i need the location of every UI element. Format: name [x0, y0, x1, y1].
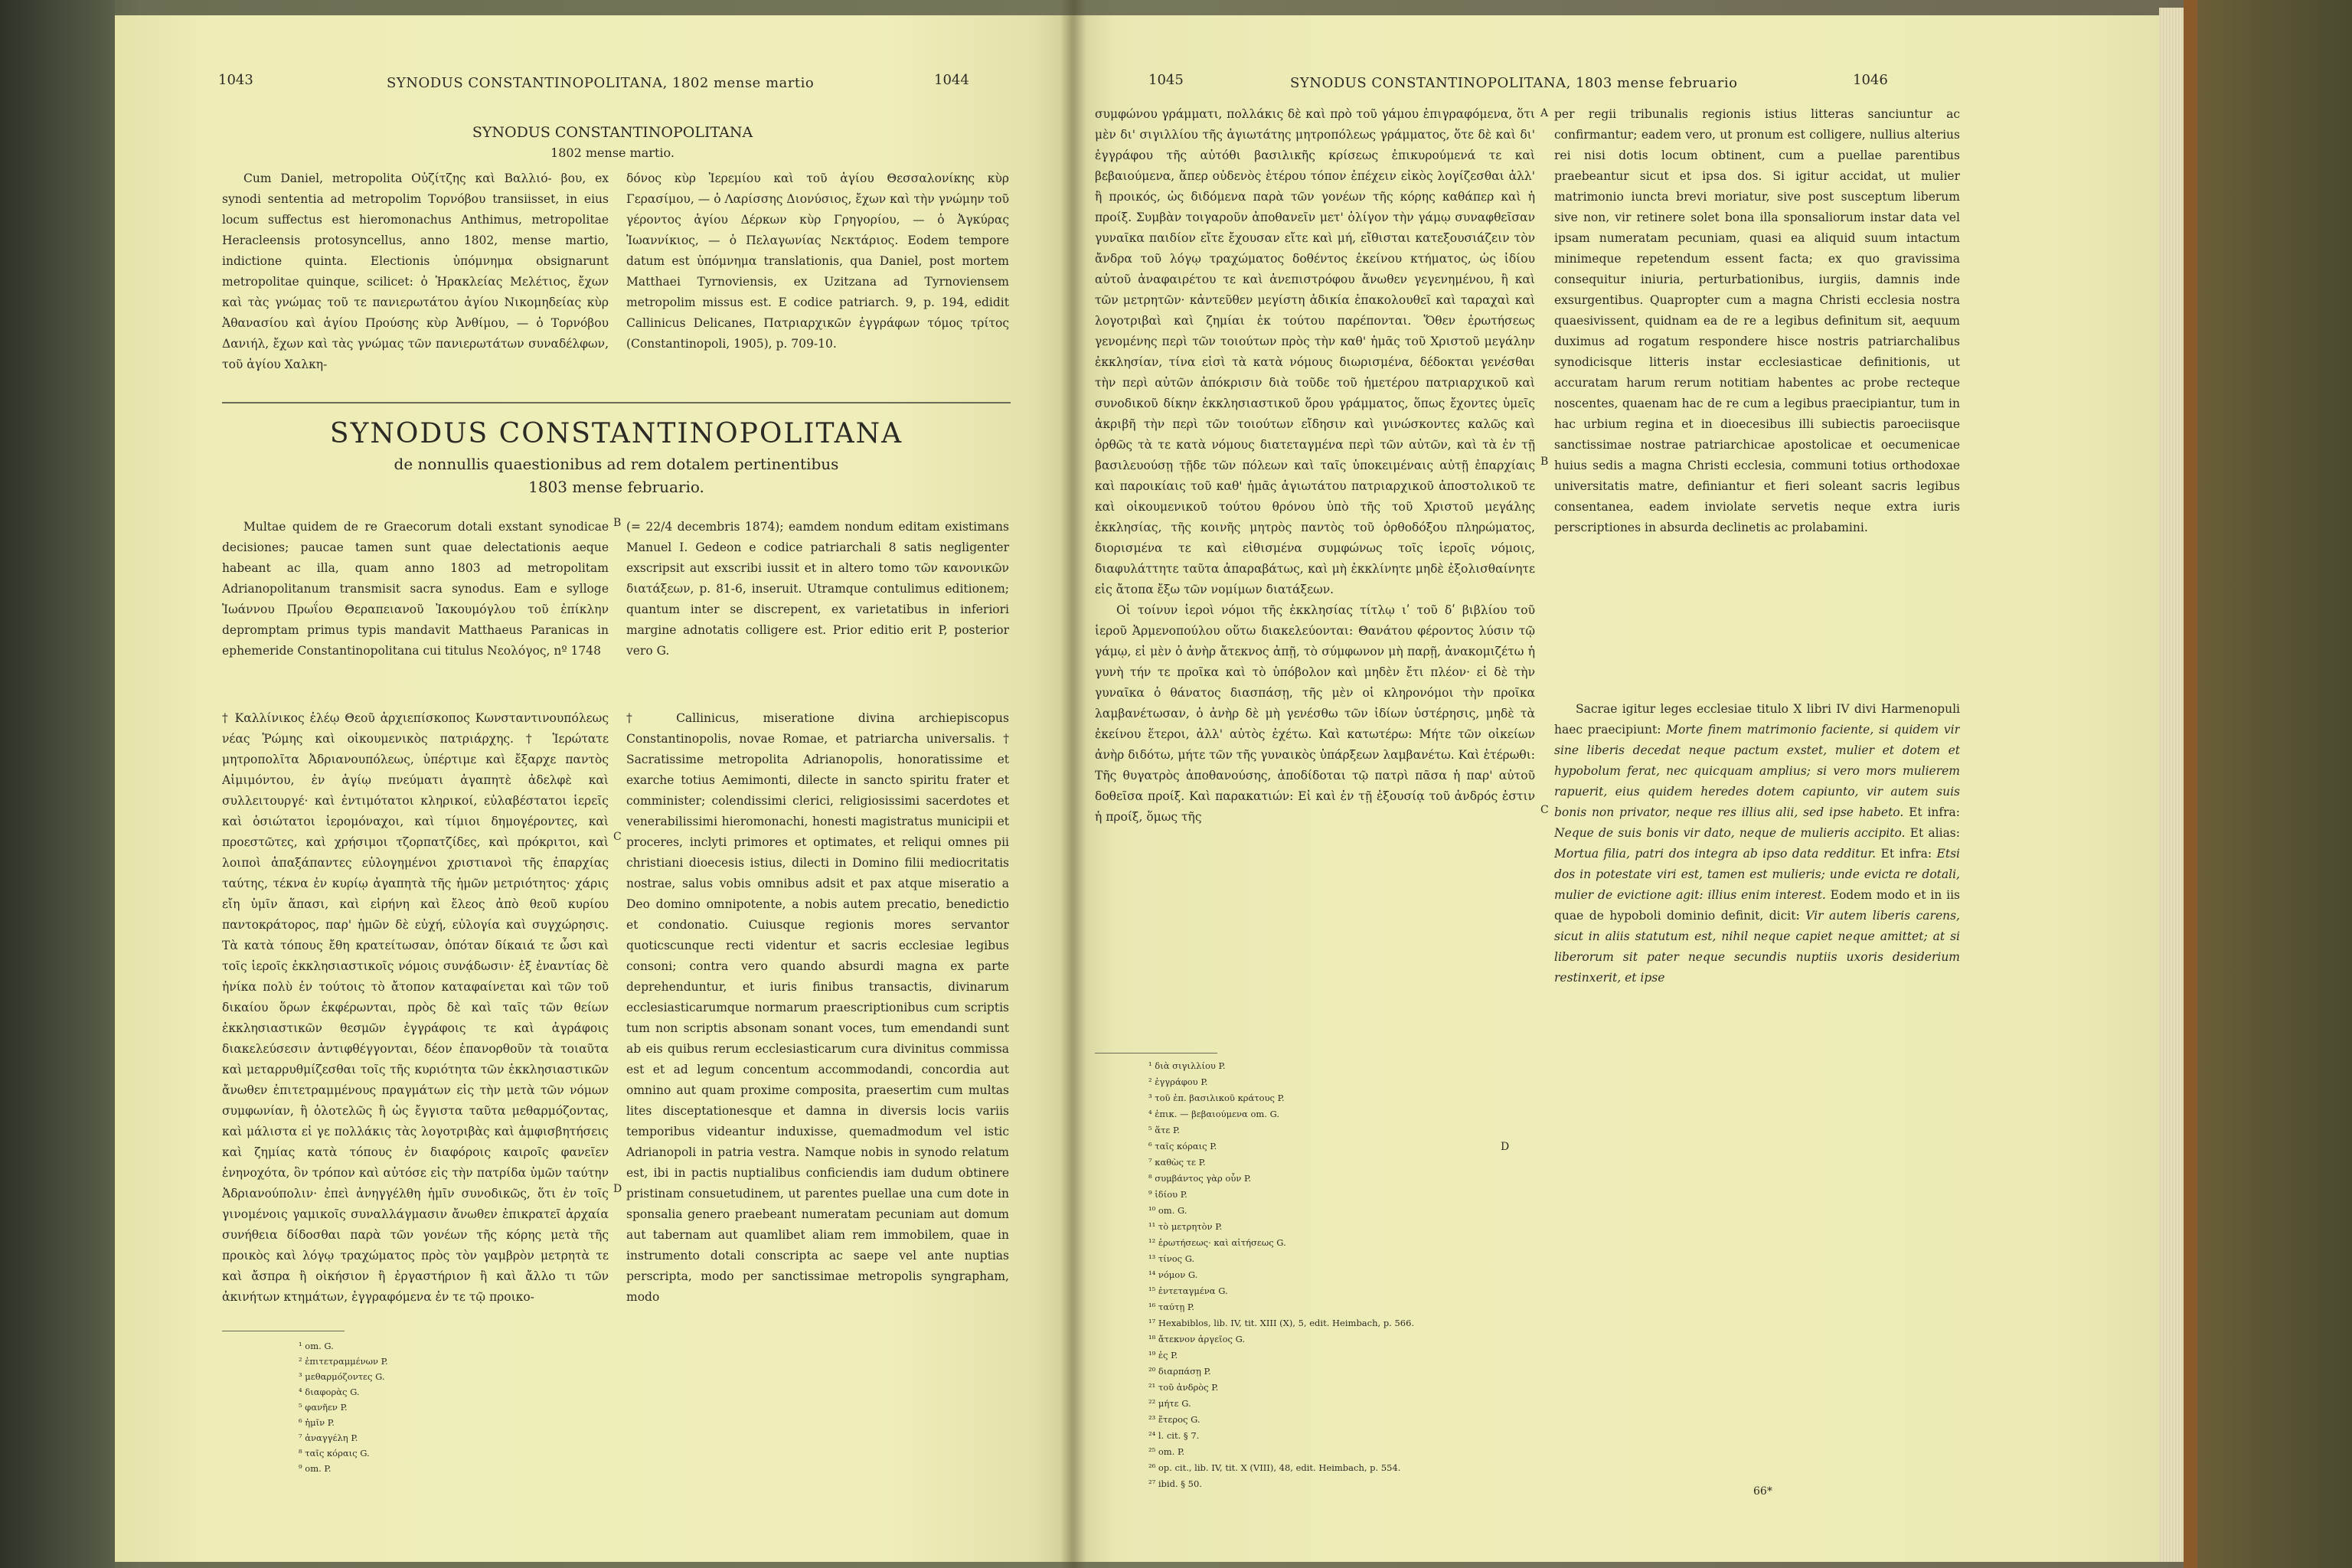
- signature-mark: 66*: [1753, 1485, 1772, 1498]
- page-edges: [2159, 8, 2184, 1562]
- quote: Mortua filia, patri dos integra ab ipso data redditur.: [1554, 847, 1877, 861]
- margin-marker: B: [613, 517, 622, 529]
- section-date: 1802 mense martio.: [550, 145, 675, 160]
- footnote: ³ μεθαρμόζοντες G.: [299, 1371, 385, 1382]
- latin-text-column: [1554, 104, 1960, 1046]
- section-title: SYNODUS CONSTANTINOPOLITANA: [472, 124, 753, 141]
- footnote: ² ἐγγράφου P.: [1148, 1076, 1208, 1087]
- footnote: ¹⁴ νόμον G.: [1148, 1269, 1198, 1280]
- footnote: ²⁰ διαρπάσῃ P.: [1148, 1366, 1211, 1377]
- text-run: Et infra:: [1903, 805, 1960, 819]
- footnote: ⁴ ἐπικ. — βεβαιούμενα om. G.: [1148, 1109, 1280, 1119]
- margin-marker: C: [1540, 804, 1549, 816]
- main-date: 1803 mense februario.: [528, 478, 704, 496]
- footnotes: [299, 1338, 388, 1476]
- right-page: [1072, 15, 2159, 1562]
- footnote: ² ἐπιτετραμμένων P.: [299, 1356, 388, 1367]
- page-number: 1044: [934, 72, 969, 88]
- margin-marker: B: [1540, 456, 1549, 468]
- book-cover-left: [0, 0, 115, 1568]
- quote: Neque de suis bonis vir dato, neque de mulieris accipito.: [1554, 826, 1906, 840]
- footnote: ⁸ ταῖς κόραις G.: [299, 1448, 370, 1459]
- footnote: ⁸ συμβάντος γὰρ οὖν P.: [1148, 1173, 1252, 1184]
- paragraph: † Callinicus, miseratione divina archiepiscopus Constantinopolis, novae Romae, et patriarcha universalis. † Sacratissime metropolita Adrianopolis, honoratissime et exarche totius Aemimonti, dilecte in sancto spiritu frater et comminister; colendissimi clerici, religiosissimi sacerdotes et venerabilissimi hieromonachi, honesti magistratus municipii et proceres, inclyti primores et optimates, et reliqui omnes pii christiani dioecesis istius, dilecti in Domino filii mediocritatis nostrae, salus vobis omnibus adsit et pax atque miseratio a Deo domino omnipotente, a nobis autem precatio, benedictio et condonatio. Cuiusque regionis mores servantor quoticscunque recti videntur et sacris ecclesiae legibus consoni; contra vero quando absurdi magna ex parte deprehenduntur, et iuris finibus transactis, divinarum ecclesiasticarumque normarum praescriptionibus cum scriptis tum non scriptis absonam sonant voces, tum emendandi sunt ab eis quibus rerum ecclesiasticarum cura divinitus commissa est et ad legum concentum accommodandi, concordia aut omnino aut quam proxime composita, praesertim cum multas lites disceptationesque et damna in diversis locis variis temporibus videantur induxisse, quemadmodum vel istic Adrianopoli in patria vestra. Namque nobis in synodo relatum est, ibi in pactis nuptialibus conficiendis iam dudum obtinere pristinam consuetudinem, ut parentes puellae una cum dote in sponsalia genero praebeant numeratam pecuniam aut domum aut tabernam aut quamlibet aliam rem immobilem, quae in instrumento dotali conscripta ac saepe vel ante nuptias perscripta, modo per sanctissimae metropolis syngrapham, modo: [626, 711, 1009, 1304]
- paragraph: Cum Daniel, metropolita Οὐζίτζης καὶ Βαλλιό- βου, ex synodi sententia ad metropolim Τορνόβου transiisset, in eius locum suffectus est hieromonachus Anthimus, metropolitae Heracleensis protosyncellus, anno 1802, mense martio, indictione quinta. Electionis ὑπόμνημα obsignarunt metropolitae quinque, scilicet: ὁ Ἡρακλείας Μελέτιος, ἔχων καὶ τὰς γνώμας τοῦ τε πανιερωτάτου ἁγίου Νικομηδείας κὺρ Ἀθανασίου καὶ ἁγίου Προύσης κὺρ Ἀνθίμου, — ὁ Τορνόβου Δανιήλ, ἔχων καὶ τὰς γνώμας τῶν πανιερωτάτων συναδέλφων, τοῦ ἁγίου Χαλκη-: [222, 172, 609, 371]
- footnote: ²⁵ om. P.: [1148, 1446, 1185, 1457]
- footnote: ⁵ ἅτε P.: [1148, 1125, 1181, 1135]
- footnote: ¹⁷ Hexabiblos, lib. IV, tit. XIII (X), 5, edit. Heimbach, p. 566.: [1148, 1318, 1415, 1328]
- footnote: ⁷ ἀναγγέλη P.: [299, 1432, 358, 1443]
- page-number: 1043: [218, 72, 253, 88]
- footnote: ⁹ om. P.: [299, 1463, 332, 1474]
- paragraph: δόνος κὺρ Ἱερεμίου καὶ τοῦ ἁγίου Θεσσαλονίκης κὺρ Γερασίμου, — ὁ Λαρίσσης Διονύσιος, ἔχων καὶ τὴν γνώμην τοῦ γέροντος ἁγίου Δέρκων κὺρ Γρηγορίου, — ὁ Ἀγκύρας Ἰωαννίκιος, — ὁ Πελαγωνίας Νεκτάριος. Eodem tempore datum est ὑπόμνημα translationis, qua Daniel, post mortem Matthaei Tyrnoviensis, ex Uzitzana ad Tyrnoviensem metropolim missus est. E codice patriarch. 9, p. 194, edidit Callinicus Delicanes, Πατριαρχικῶν ἐγγράφων τόμος τρίτος (Constantinopoli, 1905), p. 709-10.: [626, 172, 1009, 351]
- footnote: ¹ om. G.: [299, 1341, 334, 1351]
- paragraph: per regii tribunalis regionis istius litteras sanciuntur ac confirmantur; eadem vero, ut pronum est colligere, nullius alterius rei nisi dotis locum obtinent, cum a puellae parentibus praebeantur sicut et ipsa dos. Si igitur accidat, ut mulier matrimonio iuncta brevi moriatur, sive post susceptum liberum sive non, vir retinere solet bona illa sponsaliorum instar data vel ipsam numeratam pecuniam, quasi ea aliquid suum intactum minimeque repetendum essent facta; ex quo gravissima consequitur iniuria, perturbationibus, iurgiis, damnis inde exsurgentibus. Quapropter cum a magna Christi ecclesia nostra quaesivissent, quidnam ea de re a legibus definitum sit, aequum duximus ad rogatum respondere hisce nostris patriarchalibus synodicisque litteris instar ecclesiasticae definitionis, ut accuratam harum rerum notitiam habentes ac probe recteque noscentes, quaenam hac de re cum a legibus praecipiantur, tum in hac urbium regina et in dioecesibus illi subiectis paroeciisque sanctissimae nostrae patriarchicae apostolicae et oecumenicae huius sedis a magna Christi ecclesia, communi totius orthodoxae universitatis matre, definiantur et fieri soleant sacris legibus consentanea, eadem inviolate servetis neque extra iuris perscriptiones in absurda declinetis ac prolabamini.: [1554, 107, 1960, 534]
- footnote: ¹⁶ ταύτῃ P.: [1148, 1302, 1194, 1312]
- paragraph: Οἱ τοίνυν ἱεροὶ νόμοι τῆς ἐκκλησίας τίτλῳ ιʹ τοῦ δʹ βιβλίου τοῦ ἱεροῦ Ἁρμενοπούλου οὕτω διακελεύονται: Θανάτου φέροντος λύσιν τῷ γάμῳ, εἰ μὲν ὁ ἀνὴρ ἄτεκνος ἀπῇ, τὸ σύμφωνον μὴ παρῇ, ἀνακομιζέτω ἡ γυνὴ τήν τε προῖκα καὶ τὸ ὑπόβολον καὶ μηδὲν ἔτι πλέον· εἰ δὲ τὴν γυναῖκα ὁ θάνατος διασπάσῃ, τῆς μὲν οἱ κληρονόμοι τὴν προῖκα λαμβανέτωσαν, ὁ ἀνὴρ δὲ μὴ γενέσθω τῶν ἰδίων ὑστέρησις, μηδὲ τὰ ἐκείνου ἕτεροι, ἀλλ' αὐτὸς ἐχέτω. Καὶ κατωτέρω: Μήτε τῶν οἰκείων ἀνὴρ διδότω, μήτε τῶν τῆς γυναικὸς ὑπάρξεων λαμβανέτω. Καὶ ἑτέρωθι: Τῆς θυγατρὸς ἀποθανούσης, ἀποδίδοται τῷ πατρὶ πᾶσα ἡ παρ' αὐτοῦ δοθεῖσα προίξ. Καὶ παρακατιών: Εἰ καὶ ἐν τῇ ἐξουσίᾳ τοῦ ἀνδρός ἐστιν ἡ προίξ, ὅμως τῆς: [1095, 603, 1535, 824]
- running-head: SYNODUS CONSTANTINOPOLITANA, 1802 mense martio: [387, 75, 815, 91]
- intro-column-1: [222, 517, 609, 662]
- paragraph: [1554, 699, 1960, 988]
- footnote: ¹⁸ ἄτεκνον ἀργεῖος G.: [1148, 1334, 1246, 1344]
- running-head: SYNODUS CONSTANTINOPOLITANA, 1803 mense februario: [1290, 75, 1738, 91]
- margin-marker: D: [613, 1183, 622, 1195]
- quote: Etsi dos in potestate viri est, tamen est mulieris; unde evicta re dotali, mulier de evictione agit: illius enim interest.: [1554, 847, 1960, 902]
- footnote: ¹² ἐρωτήσεως· καὶ αἰτήσεως G.: [1148, 1237, 1286, 1248]
- greek-text-column: [222, 708, 609, 1317]
- footnote: ²² μήτε G.: [1148, 1398, 1191, 1409]
- main-subtitle: de nonnullis quaestionibus ad rem dotalem pertinentibus: [394, 455, 839, 473]
- footnote-rule: [1095, 1053, 1217, 1054]
- footnote: ¹ διὰ σιγιλλίου P.: [1148, 1060, 1226, 1071]
- page-number: 1045: [1148, 72, 1184, 88]
- margin-marker: D: [1501, 1141, 1510, 1153]
- main-title: SYNODUS CONSTANTINOPOLITANA: [329, 418, 903, 449]
- paragraph: † Καλλίνικος ἐλέῳ Θεοῦ ἀρχιεπίσκοπος Κωνσταντινουπόλεως νέας Ῥώμης καὶ οἰκουμενικὸς πατριάρχης. † Ἱερώτατε μητροπολῖτα Ἀδριανουπόλεως, ὑπέρτιμε καὶ ἔξαρχε παντὸς Αἱμιμόντου, ἐν ἁγίῳ πνεύματι ἀγαπητὲ ἀδελφὲ καὶ συλλειτουργέ· καὶ ἐντιμότατοι κληρικοί, εὐλαβέστατοι ἱερεῖς καὶ ὁσιώτατοι ἱερομόναχοι, καὶ τίμιοι δημογέροντες, καὶ προεστῶτες, καὶ χρήσιμοι τζορπατζίδες, καὶ πρόκριτοι, καὶ λοιποὶ ἁπαξάπαντες εὐλογημένοι χριστιανοὶ τῆς ἐπαρχίας ταύτης, τέκνα ἐν κυρίῳ ἀγαπητὰ τῆς ἡμῶν μετριότητος· χάρις εἴη ὑμῖν ἅπασι, καὶ εἰρήνη καὶ ἔλεος ἀπὸ θεοῦ κυρίου παντοκράτορος, παρ' ἡμῶν δὲ εὐχή, εὐλογία καὶ συγχώρησις. Τὰ κατὰ τόπους ἔθη κρατείτωσαν, ὁπόταν δίκαιά τε ὦσι καὶ τοῖς ἱεροῖς ἐκκλησιαστικοῖς νόμοις συνᾴδωσιν· ἐξ ἐναντίας δὲ ἡνίκα πολὺ ἐν τούτοις τὸ ἄτοπον καταφαίνεται καὶ τῶν τοῦ δικαίου ὅρων ἐκφέρωνται, πρὸς δὲ καὶ ταῖς τῶν θείων ἐκκλησιαστικῶν θεσμῶν ἐγγράφοις τε καὶ ἀγράφοις διακελεύσεσιν ἀντιφθέγγονται, δέον ἐπανορθοῦν τὰ τοιαῦτα καὶ μεταρρυθμίζεσθαι τοῖς τῆς κυριότητα τῶν ἐκκλησιαστικῶν ἄνωθεν ἐπιτετραμμένους πραγμάτων εἰς τὴν μετὰ τῶν νόμων συμφωνίαν, ἢ ὁλοτελῶς ἢ ὡς ἔγγιστα ταῦτα μεθαρμόζοντας, καὶ μάλιστα εἰ γε πολλάκις τὰς λογοτριβὰς καὶ ἀμφισβητήσεις καὶ ζημίας κατὰ τόπους ἐν διαφόροις καιροῖς φανεῖεν ἐνηνοχότα, ὃν τρόπον καὶ αὐτόσε εἰς τὴν πατρίδα ὑμῶν ταύτην Ἀδριανούπολιν· ἐπεὶ ἀνηγγέλθη ἡμῖν συνοδικῶς, ὅτι ἐν τοῖς γινομένοις γαμικοῖς συναλλάγμασιν ἄνωθεν ἐπικρατεῖ ἀρχαία συνήθεια δίδοσθαι παρὰ τῶν γονέων τῆς κόρης μετὰ τῆς προικὸς καὶ λόγῳ τραχώματος πρὸς τὸν γαμβρὸν μετρητὰ τε καὶ ἄσπρα ἢ οἰκήσιον ἢ ἐργαστήριον ἢ καὶ ἄλλο τι τῶν ἀκινήτων κτημάτων, ἐγγραφόμενα ἐν τε τῷ προικο-: [222, 711, 609, 1304]
- footnote: ⁶ ταῖς κόραις P.: [1148, 1141, 1217, 1152]
- greek-text-column: [1095, 104, 1535, 1046]
- quote: Morte finem matrimonio faciente, si quidem vir sine liberis decedat neque pactum exstet, mulier et dotem et hypobolum ferat, nec quicquam amplius; si vero mors mulierem rapuerit, eius quidem heredes dotem capiunto, vir autem suis bonis non privator, neque res illius alii, sed ipse habeto.: [1554, 723, 1960, 819]
- margin-marker: A: [1540, 107, 1549, 119]
- latin-text-column: [626, 708, 1009, 1317]
- paragraph: συμφώνου γράμματι, πολλάκις δὲ καὶ πρὸ τοῦ γάμου ἐπιγραφόμενα, ὅτι μὲν δι' σιγιλλίου τῆς ἁγιωτάτης μητροπόλεως γράμματος, ὅτε δὲ καὶ δι' ἐγγράφου τῆς αὐτόθι βασιλικῆς κρίσεως ἐπικυρούμενά τε καὶ βεβαιούμενα, ἅπερ οὐδενὸς ἑτέρου τόπον ἐπέχειν εἰκὸς λογίζεσθαι ἀλλ' ἢ προικός, ὡς διδόμενα παρὰ τῶν γονέων τῆς κόρης καθάπερ καὶ ἡ προίξ. Συμβὰν τοιγαροῦν ἀποθανεῖν μετ' ὀλίγον τὴν γάμῳ συναφθεῖσαν γυναῖκα παιδίον εἴτε ἔχουσαν εἴτε καὶ μή, εἴθισται κατεξουσιάζειν τὸν ἄνδρα τοῦ λόγῳ τραχώματος δοθέντος ἐκείνου κτήματος, ὡς ἰδίου αὐτοῦ ἀναφαιρέτου τε καὶ ἀνεπιστρόφου ἄνωθεν γεγενημένου, ἢ καὶ τῶν μετρητῶν· κἀντεῦθεν μεγίστη ἀδικία ἐπακολουθεῖ καὶ ταραχαὶ καὶ λογοτριβαὶ καὶ ζημίαι ἐκ τούτου παρέπονται. Ὅθεν ἐρωτήσεως γενομένης περὶ τῶν τοιούτων πρὸς τὴν καθ' ἡμᾶς τοῦ Χριστοῦ μεγάλην ἐκκλησίαν, τίνα εἰσὶ τὰ κατὰ νόμους διωρισμένα, δέδοκται γενέσθαι τὴν περὶ αὐτῶν ἀπόκρισιν διὰ τοῦδε τοῦ ἡμετέρου πατριαρχικοῦ καὶ συνοδικοῦ δίκην ἐκκλησιαστικοῦ ὅρου γράμματος, ὅπως ἔχοντες ὑμεῖς ἀκριβῆ τὴν περὶ τῶν τοιούτων εἴδησιν καὶ γινώσκοντες καλῶς καὶ ὀρθῶς τὰ τε κατὰ νόμους διατεταγμένα περὶ τῶν αὐτῶν, καὶ τὰ ἐν τῇ βασιλευούσῃ τῇδε τῶν πόλεων καὶ ταῖς ὑποκειμέναις αὐτῇ ἐπαρχίαις καὶ παροικίαις τοῦ καθ' ἡμᾶς ἁγιωτάτου πατριαρχικοῦ ἀποστολικοῦ τε καὶ οἰκουμενικοῦ τούτου θρόνου ὑπὸ τῆς τοῦ Χριστοῦ μεγάλης ἐκκλησίας, τῆς κοινῆς μητρὸς παντὸς τοῦ ὀρθοδόξου πληρώματος, διορισμένα τε καὶ εἰθισμένα συμφώνως τοῖς ἱεροῖς νόμοις, διαφυλάττητε ταῦτα ἀπαραβάτως, καὶ μὴ ἐκκλίνητε μηδὲ ἐξολισθαίνητε εἰς ἄτοπα ἔξω τῶν νομίμων διατάξεων.: [1095, 107, 1535, 596]
- footnote: ⁷ καθὼς τε P.: [1148, 1157, 1206, 1168]
- footnote: ¹³ τίνος G.: [1148, 1253, 1195, 1264]
- footnotes: [1148, 1058, 1414, 1492]
- book-headband: [2184, 0, 2197, 1568]
- text-run: Et infra:: [1876, 847, 1937, 861]
- text-run: Eodem modo et in iis quae de hypoboli dominio definit, dicit:: [1554, 888, 1960, 923]
- footnote: ³ τοῦ ἐπ. βασιλικοῦ κράτους P.: [1148, 1093, 1285, 1103]
- paragraph: (= 22/4 decembris 1874); eamdem nondum editam existimans Manuel I. Gedeon e codice patriarchali 8 satis negligenter exscripsit aut exscribi iussit et in altero tomo τῶν κανονικῶν διατάξεων, p. 81-6, inseruit. Utramque contulimus editionem; quantum inter se discrepent, ex varietatibus in inferiori margine adnotatis colligere est. Prior editio erit P, posterior vero G.: [626, 520, 1009, 658]
- text-run: Et alias:: [1905, 826, 1960, 840]
- intro-column-2: [626, 168, 1009, 354]
- footnote: ⁵ φανῆεν P.: [299, 1402, 348, 1413]
- footnote: ⁴ διαφορὰς G.: [299, 1387, 360, 1397]
- left-page: [115, 15, 1072, 1562]
- text-run: Sacrae igitur leges ecclesiae titulo X libri IV divi Harmenopuli haec praecipiunt:: [1554, 702, 1960, 737]
- book-cover-right: [2197, 0, 2352, 1568]
- page-number: 1046: [1853, 72, 1888, 88]
- footnote: ¹⁹ ἐς P.: [1148, 1350, 1178, 1361]
- quote: Vir autem liberis carens, sicut in aliis statutum est, nihil neque capiet neque amittet; at si liberorum sit pater neque secundis nuptiis uxoris desiderium restinxerit, et ipse: [1554, 909, 1960, 985]
- intro-column-2: [626, 517, 1009, 662]
- footnote: ¹⁰ om. G.: [1148, 1205, 1187, 1216]
- footnote: ¹¹ τὸ μετρητὸν P.: [1148, 1221, 1223, 1232]
- footnote: ²⁷ ibid. § 50.: [1148, 1478, 1202, 1489]
- intro-column-1: [222, 168, 609, 375]
- divider: [222, 402, 1011, 403]
- paragraph: Multae quidem de re Graecorum dotali exstant synodicae decisiones; paucae tamen sunt quae delectationis aeque habeant ac illa, quam anno 1803 ad metropolitam Adrianopolitanum transmisit sacra synodus. Eam e sylloge Ἰωάννου Πρωΐου Θεραπειανοῦ Ἰακουμόγλου τοῦ ἐπίκλην depromptam primus typis mandavit Matthaeus Paranicas in ephemeride Constantinopolitana cui titulus Νεολόγος, nº 1748: [222, 520, 609, 658]
- footnote: ⁶ ἡμῖν P.: [299, 1417, 335, 1428]
- margin-marker: C: [613, 831, 622, 843]
- footnote: ²⁴ l. cit. § 7.: [1148, 1430, 1200, 1441]
- footnote: ¹⁵ ἐντεταγμένα G.: [1148, 1285, 1228, 1296]
- footnote: ²³ ἕτερος G.: [1148, 1414, 1200, 1425]
- footnote: ²⁶ op. cit., lib. IV, tit. X (VIII), 48, edit. Heimbach, p. 554.: [1148, 1462, 1401, 1473]
- book-gutter: [1060, 0, 1086, 1568]
- footnote: ²¹ τοῦ ἀνδρὸς P.: [1148, 1382, 1219, 1393]
- footnote: ⁹ ἰδίου P.: [1148, 1189, 1187, 1200]
